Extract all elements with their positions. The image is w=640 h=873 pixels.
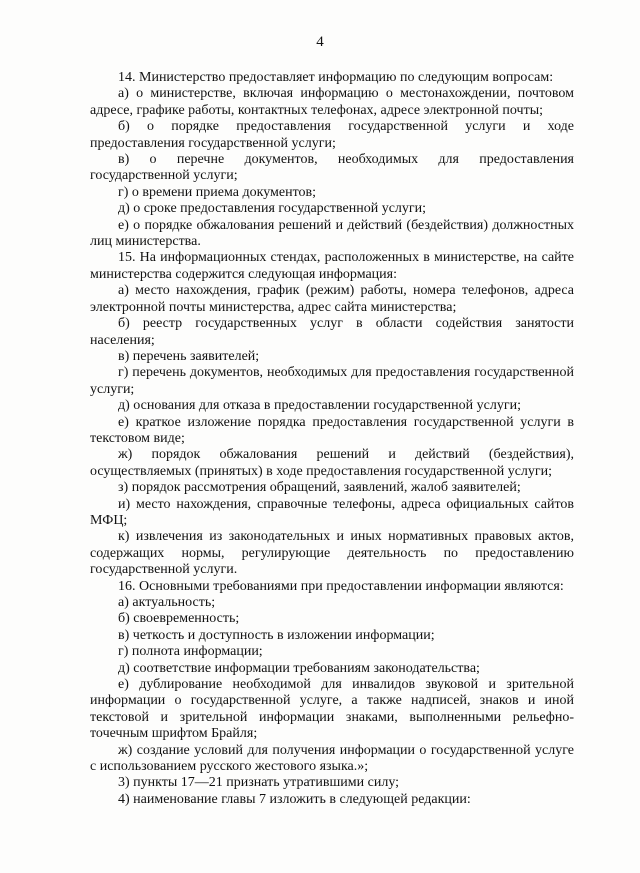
paragraph: д) о сроке предоставления государственной услуги; bbox=[118, 201, 427, 217]
paragraph: 16. Основными требованиями при предоставлении информации являются: bbox=[118, 578, 564, 594]
paragraph: д) соответствие информации требованиям законодательства; bbox=[118, 660, 480, 676]
page-number: 4 bbox=[316, 34, 324, 50]
paragraph: е) дублирование необходимой для инвалидов звуковой и зрительной информации о государственной услуге, а также надписей, знаков и иной текстовой и зрительной информации знаками, выполненными рельефно-точечным шрифтом Брайля; bbox=[90, 677, 574, 742]
paragraph: 14. Министерство предоставляет информацию по следующим вопросам: bbox=[118, 70, 554, 85]
page-body bbox=[90, 70, 574, 808]
paragraph: г) полнота информации; bbox=[118, 644, 263, 660]
paragraph: б) реестр государственных услуг в области содействия занятости населения; bbox=[90, 316, 574, 348]
paragraph: е) краткое изложение порядка предоставления государственной услуги в текстовом виде; bbox=[90, 414, 574, 446]
paragraph: д) основания для отказа в предоставлении государственной услуги; bbox=[118, 398, 521, 414]
paragraph: а) место нахождения, график (режим) работы, номера телефонов, адреса электронной почты министерства, адрес сайта министерства; bbox=[90, 283, 574, 315]
paragraph: г) перечень документов, необходимых для предоставления государственной услуги; bbox=[90, 365, 574, 397]
paragraph: г) о времени приема документов; bbox=[118, 184, 317, 200]
paragraph: в) о перечне документов, необходимых для предоставления государственной услуги; bbox=[90, 152, 574, 184]
paragraph: з) порядок рассмотрения обращений, заявлений, жалоб заявителей; bbox=[118, 480, 521, 496]
paragraph: в) перечень заявителей; bbox=[118, 348, 260, 364]
paragraph: ж) создание условий для получения информации о государственной услуге с использованием русского жестового языка.»; bbox=[90, 742, 574, 775]
paragraph: 4) наименование главы 7 изложить в следующей редакции: bbox=[118, 791, 471, 807]
paragraph: в) четкость и доступность в изложении информации; bbox=[118, 627, 435, 643]
paragraph: ж) порядок обжалования решений и действий (бездействия), осуществляемых (принятых) в ходе предоставления государственной услуги; bbox=[90, 447, 574, 479]
paragraph: 15. На информационных стендах, расположенных в министерстве, на сайте министерства содержится следующая информация: bbox=[90, 250, 574, 282]
paragraph: а) о министерстве, включая информацию о местонахождении, почтовом адресе, графике работы, контактных телефонах, адресе электронной почты; bbox=[90, 86, 574, 118]
paragraph: к) извлечения из законодательных и иных нормативных правовых актов, содержащих нормы, регулирующие деятельность по предоставлению государственной услуги. bbox=[90, 529, 574, 578]
paragraph: б) о порядке предоставления государственной услуги и ходе предоставления государственной услуги; bbox=[90, 119, 574, 151]
paragraph: 3) пункты 17—21 признать утратившими силу; bbox=[118, 775, 400, 791]
paragraph: е) о порядке обжалования решений и действий (бездействия) должностных лиц министерства. bbox=[90, 217, 574, 250]
paragraph: а) актуальность; bbox=[118, 595, 216, 610]
paragraph: и) место нахождения, справочные телефоны, адреса официальных сайтов МФЦ; bbox=[90, 496, 574, 528]
paragraph: б) своевременность; bbox=[118, 611, 240, 627]
